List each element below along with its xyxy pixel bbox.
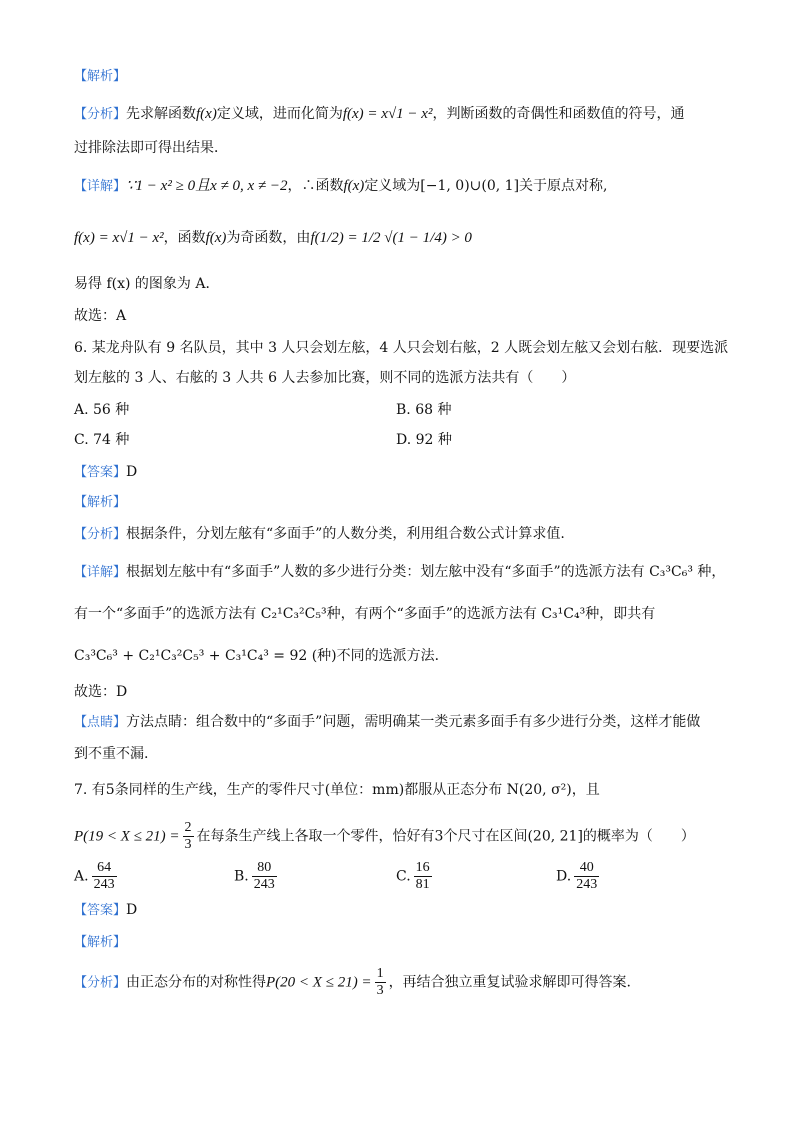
- q7-option-b: B. $\frac{80}{243}$: [234, 860, 275, 892]
- q6-stem-line2: 划左舷的 3 人、右舷的 3 人共 6 人去参加比赛，则不同的选派方法共有（ ）: [74, 370, 576, 386]
- q5-detail-line1: 【详解】∵1 − x² ≥ 0且x ≠ 0, x ≠ −2，∴函数f(x)定义域为[−1, 0)∪(0, 1]关于原点对称,: [74, 178, 608, 194]
- fraction: $\frac{2}{3}$: [184, 820, 192, 852]
- q6-choose: 故选：D: [74, 684, 128, 700]
- q7-stem-line2: P(19 < X ≤ 21) = $\frac{2}{3}$ 在每条生产线上各取一个零件，恰好有3个尺寸在区间(20, 21]的概率为（ ）: [74, 820, 695, 852]
- detail-tag: 【详解】: [74, 179, 127, 194]
- q5-conclusion: 易得 f(x) 的图象为 A．: [74, 276, 220, 292]
- q7-option-d: D. $\frac{40}{243}$: [556, 860, 598, 892]
- q5-detail-line2: f(x) = x√1 − x²，函数f(x)为奇函数，由f(1/2) = 1/2 √(1 − 1/4) > 0: [74, 230, 472, 246]
- q5-analysis-line2: 过排除法即可得出结果．: [74, 140, 228, 156]
- q6-detail-line1: 【详解】根据划左舷中有“多面手”人数的多少进行分类：划左舷中没有“多面手”的选派方法有 C₃³C₆³ 种，: [74, 564, 726, 580]
- q6-option-b: B. 68 种: [396, 402, 452, 418]
- q6-analysis: 【分析】根据条件，分划左舷有“多面手”的人数分类，利用组合数公式计算求值.: [74, 526, 565, 542]
- q6-tip-line2: 到不重不漏.: [74, 746, 149, 762]
- q5-analysis-line1: 【分析】先求解函数f(x)定义域，进而化简为f(x) = x√1 − x²，判断函数的奇偶性和函数值的符号，通: [74, 106, 685, 122]
- q5-jiexi-heading: 【解析】: [74, 69, 127, 84]
- q6-detail-line2: 有一个“多面手”的选派方法有 C₂¹C₃²C₅³种，有两个“多面手”的选派方法有 C₃¹C₄³种，即共有: [74, 606, 656, 622]
- q6-option-c: C. 74 种: [74, 432, 130, 448]
- analysis-tag: 【分析】: [74, 107, 127, 122]
- q7-jiexi-heading: 【解析】: [74, 935, 127, 950]
- q7-analysis: 【分析】由正态分布的对称性得P(20 < X ≤ 21) = $\frac{1}{3}$ ，再结合独立重复试验求解即可得答案.: [74, 966, 632, 998]
- q6-answer: 【答案】D: [74, 464, 138, 480]
- q7-answer: 【答案】D: [74, 902, 138, 918]
- q6-option-a: A. 56 种: [74, 402, 130, 418]
- q6-tip-line1: 【点睛】方法点睛：组合数中的“多面手”问题，需明确某一类元素多面手有多少进行分类，这样才能做: [74, 714, 701, 730]
- q7-stem-line1: 7. 有5条同样的生产线，生产的零件尺寸(单位：mm)都服从正态分布 N(20, σ²)，且: [74, 782, 600, 798]
- q6-option-d: D. 92 种: [396, 432, 452, 448]
- q6-stem-line1: 6. 某龙舟队有 9 名队员，其中 3 人只会划左舷，4 人只会划右舷，2 人既会划左舷又会划右舷．现要选派: [74, 340, 729, 356]
- q5-answer: 故选：A: [74, 308, 127, 324]
- q6-jiexi-heading: 【解析】: [74, 495, 127, 510]
- q7-option-c: C. $\frac{16}{81}$: [396, 860, 430, 892]
- q6-detail-line3: C₃³C₆³ + C₂¹C₃²C₅³ + C₃¹C₄³ = 92 (种)不同的选派方法．: [74, 648, 449, 664]
- q7-option-a: A. $\frac{64}{243}$: [74, 860, 115, 892]
